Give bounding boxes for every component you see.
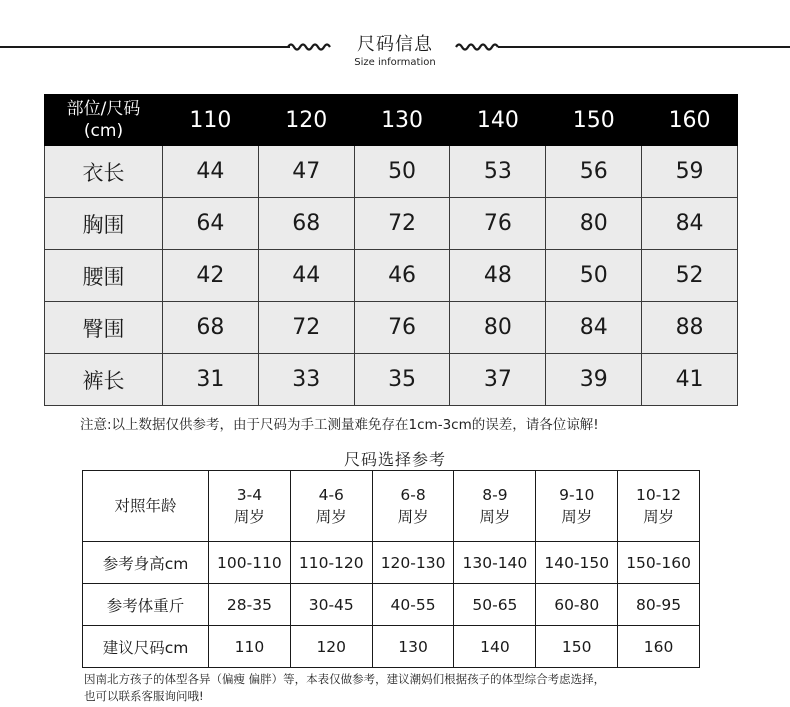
table-cell: 68 xyxy=(163,302,259,354)
age-unit: 周岁 xyxy=(233,508,265,526)
size-table-header-row xyxy=(45,95,738,146)
age-unit: 周岁 xyxy=(479,508,511,526)
age-unit: 周岁 xyxy=(315,508,347,526)
table-cell: 50 xyxy=(354,146,450,198)
table-cell: 41 xyxy=(642,354,738,406)
table-cell: 84 xyxy=(546,302,642,354)
age-range: 8-9 xyxy=(482,486,508,504)
size-header: 130 xyxy=(354,95,450,146)
table-cell: 52 xyxy=(642,250,738,302)
table-cell: 42 xyxy=(163,250,259,302)
measurement-note: 注意:以上数据仅供参考，由于尺码为手工测量难免存在1cm-3cm的误差，请各位谅解! xyxy=(80,417,599,433)
size-table xyxy=(44,94,738,406)
page-subtitle: Size information xyxy=(354,57,436,68)
row-label: 衣长 xyxy=(45,146,163,198)
corner-label: 部位/尺码 xyxy=(66,99,141,119)
table-cell: 110 xyxy=(209,626,291,668)
wave-ornament-right xyxy=(454,40,500,52)
guide-note-line1: 因南北方孩子的体型各异（偏瘦 偏胖）等，本表仅做参考，建议潮妈们根据孩子的体型综合考虑选择， xyxy=(84,672,606,686)
size-guide-table xyxy=(82,470,700,668)
row-label: 臀围 xyxy=(45,302,163,354)
table-cell: 56 xyxy=(546,146,642,198)
table-cell: 50-65 xyxy=(454,584,536,626)
age-cell xyxy=(209,471,291,542)
table-cell: 72 xyxy=(258,302,354,354)
size-header: 140 xyxy=(450,95,546,146)
table-cell: 160 xyxy=(618,626,700,668)
corner-unit: (cm) xyxy=(83,121,124,141)
table-cell: 80 xyxy=(450,302,546,354)
table-cell: 110-120 xyxy=(290,542,372,584)
table-cell: 150-160 xyxy=(618,542,700,584)
age-cell xyxy=(372,471,454,542)
guide-note-line2: 也可以联系客服询问哦! xyxy=(84,689,204,703)
table-cell: 80 xyxy=(546,198,642,250)
row-label: 参考身高cm xyxy=(83,542,209,584)
table-cell: 150 xyxy=(536,626,618,668)
age-range: 10-12 xyxy=(636,486,682,504)
table-cell: 28-35 xyxy=(209,584,291,626)
table-row xyxy=(83,626,700,668)
row-label: 胸围 xyxy=(45,198,163,250)
table-cell: 140 xyxy=(454,626,536,668)
page-title: 尺码信息 xyxy=(357,34,433,55)
divider-line-right xyxy=(498,46,790,48)
table-row xyxy=(83,584,700,626)
table-row xyxy=(45,250,738,302)
table-row xyxy=(45,198,738,250)
row-label: 参考体重斤 xyxy=(83,584,209,626)
size-table-corner xyxy=(45,95,163,146)
size-header: 160 xyxy=(642,95,738,146)
age-range: 4-6 xyxy=(318,486,344,504)
table-cell: 72 xyxy=(354,198,450,250)
table-cell: 76 xyxy=(450,198,546,250)
table-cell: 80-95 xyxy=(618,584,700,626)
table-cell: 120 xyxy=(290,626,372,668)
table-cell: 68 xyxy=(258,198,354,250)
table-cell: 53 xyxy=(450,146,546,198)
age-cell xyxy=(290,471,372,542)
table-cell: 31 xyxy=(163,354,259,406)
size-header: 110 xyxy=(163,95,259,146)
table-cell: 60-80 xyxy=(536,584,618,626)
table-row xyxy=(83,542,700,584)
table-cell: 59 xyxy=(642,146,738,198)
guide-header-row xyxy=(83,471,700,542)
table-cell: 130-140 xyxy=(454,542,536,584)
age-cell xyxy=(454,471,536,542)
table-row xyxy=(45,302,738,354)
table-cell: 30-45 xyxy=(290,584,372,626)
table-cell: 88 xyxy=(642,302,738,354)
table-cell: 84 xyxy=(642,198,738,250)
table-cell: 47 xyxy=(258,146,354,198)
guide-title: 尺码选择参考 xyxy=(343,450,446,469)
table-cell: 35 xyxy=(354,354,450,406)
age-unit: 周岁 xyxy=(397,508,429,526)
table-cell: 39 xyxy=(546,354,642,406)
age-cell xyxy=(618,471,700,542)
table-cell: 46 xyxy=(354,250,450,302)
guide-note xyxy=(84,671,784,705)
row-label: 建议尺码cm xyxy=(83,626,209,668)
table-cell: 48 xyxy=(450,250,546,302)
table-cell: 37 xyxy=(450,354,546,406)
table-cell: 44 xyxy=(163,146,259,198)
table-cell: 140-150 xyxy=(536,542,618,584)
table-cell: 130 xyxy=(372,626,454,668)
table-cell: 120-130 xyxy=(372,542,454,584)
guide-header-label: 对照年龄 xyxy=(83,471,209,542)
table-cell: 44 xyxy=(258,250,354,302)
row-label: 裤长 xyxy=(45,354,163,406)
size-header: 120 xyxy=(258,95,354,146)
age-range: 9-10 xyxy=(559,486,595,504)
age-unit: 周岁 xyxy=(643,508,675,526)
table-cell: 100-110 xyxy=(209,542,291,584)
table-row xyxy=(45,146,738,198)
table-row xyxy=(45,354,738,406)
age-unit: 周岁 xyxy=(561,508,593,526)
table-cell: 40-55 xyxy=(372,584,454,626)
table-cell: 76 xyxy=(354,302,450,354)
table-cell: 50 xyxy=(546,250,642,302)
row-label: 腰围 xyxy=(45,250,163,302)
table-cell: 33 xyxy=(258,354,354,406)
age-cell xyxy=(536,471,618,542)
size-header: 150 xyxy=(546,95,642,146)
age-range: 6-8 xyxy=(400,486,426,504)
age-range: 3-4 xyxy=(236,486,263,504)
table-cell: 64 xyxy=(163,198,259,250)
header xyxy=(0,0,790,80)
